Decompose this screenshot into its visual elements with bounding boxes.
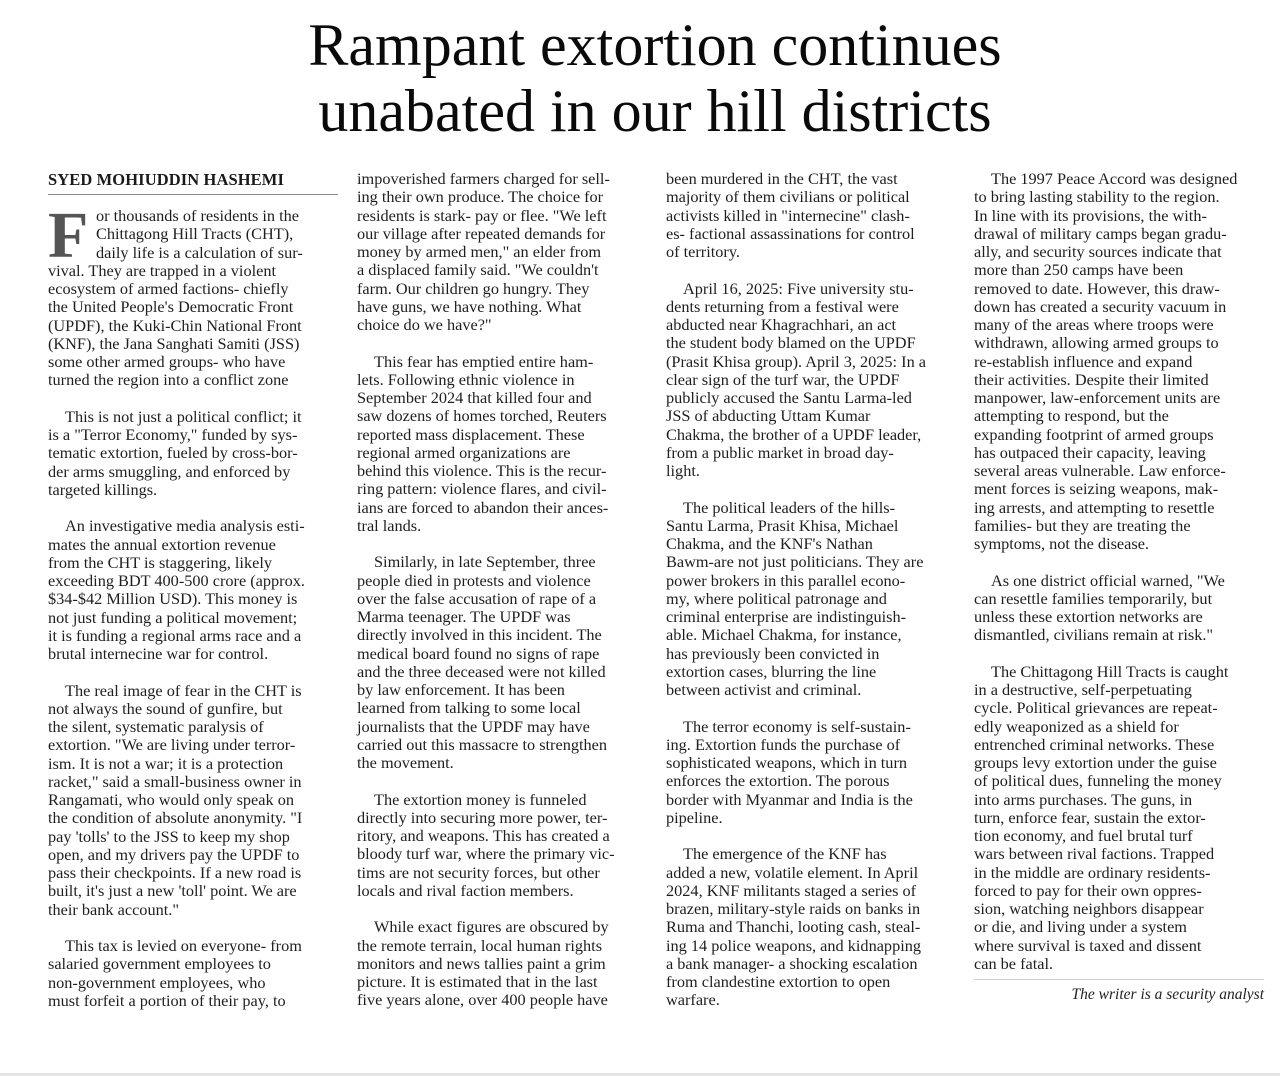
- paragraph: [48, 682, 340, 919]
- text-line: (KNF), the Jana Sanghati Samiti (JSS): [48, 333, 300, 353]
- text-line: ally, and security sources indicate that: [974, 242, 1222, 261]
- text-line: farm. Our children go hungry. They: [357, 278, 590, 298]
- text-line: residents is stark- pay or flee. "We left: [357, 205, 607, 225]
- text-line: bloody turf war, where the primary vic-: [357, 844, 615, 864]
- text-line: salaried government employees to: [48, 954, 271, 974]
- text-line: wars between rival factions. Trapped: [974, 844, 1215, 864]
- text-line: some other armed groups- who have: [48, 352, 286, 371]
- text-line: pay 'tolls' to the JSS to keep my shop: [48, 826, 290, 846]
- text-line: the remote terrain, local human rights: [357, 935, 603, 955]
- text-line: The extortion money is funneled: [374, 789, 587, 809]
- paragraph-intro: [48, 199, 340, 390]
- text-line: or die, and living under a system: [974, 917, 1187, 937]
- text-line: turned the region into a conflict zone: [48, 370, 289, 390]
- text-line: activists killed in "internecine" clash-: [666, 205, 910, 225]
- text-line: picture. It is estimated that in the last: [357, 972, 598, 991]
- paragraph: [974, 572, 1266, 645]
- text-line: border with Myanmar and India is the: [666, 789, 913, 809]
- text-line: Ruma and Thanchi, looting cash, steal-: [666, 917, 921, 937]
- text-line: ritory, and weapons. This has created a: [357, 826, 610, 845]
- text-line: reported mass displacement. These: [357, 424, 585, 444]
- text-line: April 16, 2025: Five university stu-: [683, 278, 914, 298]
- text-line: sophisticated weapons, which in turn: [666, 753, 908, 772]
- text-line: people died in protests and violence: [357, 570, 591, 590]
- text-line: impoverished farmers charged for sell-: [357, 169, 610, 188]
- text-line: from clandestine extortion to open: [666, 972, 891, 991]
- text-line: money by armed men," an elder from: [357, 242, 601, 261]
- text-line: Bawm-are not just politicians. They are: [666, 552, 924, 572]
- text-line: is a "Terror Economy," funded by sys-: [48, 425, 298, 444]
- text-line: Santu Larma, Prasit Khisa, Michael: [666, 515, 899, 535]
- text-line: drawal of military camps began gradu-: [974, 223, 1227, 243]
- text-line: Chakma, the brother of a UPDF leader,: [666, 424, 922, 444]
- text-line: have guns, we have nothing. What: [357, 296, 582, 316]
- text-line: ecosystem of armed factions- chiefly: [48, 279, 289, 298]
- text-line: able. Michael Chakma, for instance,: [666, 625, 902, 645]
- headline-line-2: unabated in our hill districts: [318, 78, 992, 144]
- text-line: regional armed organizations are: [357, 442, 571, 462]
- text-line: exceeding BDT 400-500 crore (approx.: [48, 571, 305, 590]
- text-line: enforces the extortion. The porous: [666, 771, 890, 791]
- text-line: In line with its provisions, the with-: [974, 205, 1207, 225]
- text-line: lets. Following ethnic violence in: [357, 369, 575, 389]
- paragraph: [357, 791, 649, 901]
- text-line: manpower, law-enforcement units are: [974, 388, 1221, 407]
- text-line: the movement.: [357, 753, 454, 772]
- text-line: ism. It is not a war; it is a protection: [48, 753, 284, 773]
- headline-line-1: Rampant extortion continues: [308, 12, 1002, 78]
- text-line: directly into securing more power, ter-: [357, 807, 608, 827]
- paragraph: [666, 845, 958, 1009]
- text-line: my, where political patronage and: [666, 588, 887, 608]
- text-line: unless these extortion networks are: [974, 607, 1203, 626]
- article-column-2: [357, 170, 649, 1028]
- text-line: abducted near Khagrachhari, an act: [666, 315, 897, 334]
- text-line: carried out this massacre to strengthen: [357, 734, 608, 754]
- text-line: pipeline.: [666, 807, 723, 827]
- text-line: ring pattern: violence flares, and civil-: [357, 479, 607, 499]
- text-line: targeted killings.: [48, 479, 158, 499]
- text-line: This fear has emptied entire ham-: [374, 351, 594, 371]
- text-line: medical board found no signs of rape: [357, 643, 600, 663]
- text-line: 2024, KNF militants staged a series of: [666, 880, 917, 900]
- text-line: built, it's just a new 'toll' point. We are: [48, 881, 297, 901]
- text-line: can be fatal.: [974, 953, 1054, 973]
- text-line: extortion cases, blurring the line: [666, 661, 877, 681]
- text-line: The real image of fear in the CHT is: [65, 680, 302, 700]
- text-line: our village after repeated demands for: [357, 223, 606, 243]
- text-line: in a destructive, self-perpetuating: [974, 680, 1192, 699]
- text-line: directly involved in this incident. The: [357, 625, 602, 645]
- text-line: The Chittagong Hill Tracts is caught: [991, 661, 1229, 681]
- text-line: dismantled, civilians remain at risk.": [974, 625, 1214, 645]
- text-line: mates the annual extortion revenue: [48, 534, 276, 554]
- text-line: Rangamati, who would only speak on: [48, 790, 294, 809]
- headline: [0, 12, 1280, 144]
- text-line: The political leaders of the hills-: [683, 497, 896, 517]
- text-line: their activities. Despite their limited: [974, 369, 1209, 389]
- text-line: As one district official warned, "We: [991, 570, 1225, 590]
- text-line: five years alone, over 400 people have: [357, 990, 608, 1010]
- text-line: not always the sound of gunfire, but: [48, 698, 283, 718]
- text-line: dents returning from a festival were: [666, 296, 899, 316]
- text-line: many of the areas where troops were: [974, 315, 1214, 334]
- paragraph: [48, 408, 340, 499]
- text-line: racket," said a small-business owner in: [48, 771, 302, 791]
- text-line: ians are forced to abandon their ances-: [357, 497, 609, 517]
- text-line: The 1997 Peace Accord was designed: [991, 169, 1238, 188]
- text-line: several areas vulnerable. Law enforce-: [974, 461, 1226, 480]
- text-line: from a public market in broad day-: [666, 442, 894, 462]
- text-line: entrenched criminal networks. These: [974, 734, 1215, 754]
- text-line: cycle. Political grievances are repeat-: [974, 698, 1218, 718]
- text-line: This is not just a political conflict; it: [65, 406, 302, 426]
- text-line: edly weaponized as a shield for: [974, 716, 1179, 736]
- text-line: added a new, volatile element. In April: [666, 862, 919, 882]
- text-line: re-establish influence and expand: [974, 351, 1193, 371]
- paragraph: [974, 170, 1266, 553]
- text-line: An investigative media analysis esti-: [65, 516, 305, 536]
- text-line: must forfeit a portion of their pay, to: [48, 990, 286, 1010]
- text-line: attempting to respond, but the: [974, 406, 1169, 426]
- text-line: expanding footprint of armed groups: [974, 424, 1214, 444]
- text-line: While exact figures are obscured by: [374, 917, 609, 937]
- text-line: light.: [666, 461, 700, 480]
- text-line: or thousands of residents in the: [96, 206, 300, 225]
- text-line: more than 250 camps have been: [974, 260, 1184, 280]
- text-line: learned from talking to some local: [357, 698, 581, 718]
- text-line: by law enforcement. It has been: [357, 680, 565, 699]
- text-line: ing. Extortion funds the purchase of: [666, 734, 901, 754]
- text-line: power brokers in this parallel econo-: [666, 570, 906, 590]
- text-line: (Prasit Khisa group). April 3, 2025: In a: [666, 351, 927, 371]
- text-line: majority of them civilians or political: [666, 187, 910, 207]
- text-line: der arms smuggling, and enforced by: [48, 461, 291, 481]
- text-line: in the middle are ordinary residents-: [974, 862, 1211, 882]
- text-line: es- factional assassinations for control: [666, 223, 915, 243]
- text-line: to bring lasting stability to the region.: [974, 187, 1220, 207]
- text-line: extortion. "We are living under terror-: [48, 735, 296, 755]
- text-line: has outpaced their capacity, leaving: [974, 442, 1206, 462]
- credit-divider: [974, 979, 1264, 980]
- text-line: tematic extortion, fueled by cross-bor-: [48, 443, 298, 463]
- paragraph: [666, 280, 958, 481]
- text-line: been murdered in the CHT, the vast: [666, 169, 898, 188]
- text-line: (UPDF), the Kuki-Chin National Front: [48, 315, 302, 335]
- text-line: families- but they are treating the: [974, 515, 1191, 535]
- text-line: it is funding a regional arms race and a: [48, 625, 302, 645]
- text-line: saw dozens of homes torched, Reuters: [357, 406, 607, 426]
- text-line: the student body blamed on the UPDF: [666, 333, 916, 353]
- text-line: Marma teenager. The UPDF was: [357, 607, 571, 626]
- text-line: tion economy, and fuel brutal turf: [974, 826, 1193, 845]
- text-line: between activist and criminal.: [666, 680, 862, 699]
- text-line: into arms purchases. The guns, in: [974, 789, 1193, 809]
- text-line: vival. They are trapped in a violent: [48, 260, 277, 280]
- text-line: brutal internecine war for control.: [48, 644, 269, 663]
- text-line: locals and rival faction members.: [357, 880, 574, 900]
- writer-credit: The writer is a security analyst: [1071, 986, 1264, 1003]
- text-line: The terror economy is self-sustain-: [683, 716, 911, 736]
- byline: SYED MOHIUDDIN HASHEMI: [48, 170, 338, 195]
- text-line: ing their own produce. The choice for: [357, 187, 604, 207]
- text-line: down has created a security vacuum in: [974, 296, 1227, 316]
- text-line: journalists that the UPDF may have: [357, 716, 590, 736]
- text-line: criminal enterprise are indistinguish-: [666, 607, 907, 626]
- text-line: sion, watching neighbors disappear: [974, 899, 1204, 918]
- text-line: behind this violence. This is the recur-: [357, 461, 607, 480]
- text-line: brazen, military-style raids on banks in: [666, 899, 921, 918]
- paragraph: [357, 353, 649, 536]
- paragraph: [666, 499, 958, 700]
- article-column-4: [974, 170, 1266, 1004]
- paragraph: [357, 553, 649, 772]
- paragraph: [357, 918, 649, 1009]
- article-column-3: [666, 170, 958, 1028]
- text-line: removed to date. However, this draw-: [974, 278, 1220, 298]
- text-line: JSS of abducting Uttam Kumar: [666, 406, 871, 426]
- text-line: not just funding a political movement;: [48, 607, 298, 627]
- text-line: The emergence of the KNF has: [683, 844, 887, 864]
- text-line: $34-$42 Million USD). This money is: [48, 589, 298, 609]
- text-line: daily life is a calculation of sur-: [96, 242, 303, 262]
- text-line: from the CHT is staggering, likely: [48, 552, 272, 572]
- text-line: can resettle families temporarily, but: [974, 588, 1213, 608]
- text-line: withdrawn, allowing armed groups to: [974, 333, 1219, 353]
- article-column-1: [48, 170, 340, 1028]
- text-line: ment forces is seizing weapons, mak-: [974, 479, 1219, 499]
- text-line: forced to pay for their own oppres-: [974, 880, 1202, 900]
- text-line: a displaced family said. "We couldn't: [357, 260, 599, 280]
- text-line: choice do we have?": [357, 315, 492, 334]
- drop-cap: F: [48, 199, 89, 272]
- text-line: Chittagong Hill Tracts (CHT),: [96, 224, 294, 244]
- text-line: of territory.: [666, 242, 740, 261]
- text-line: where survival is taxed and dissent: [974, 935, 1202, 955]
- text-line: symptoms, not the disease.: [974, 534, 1150, 553]
- text-line: monitors and news tallies paint a grim: [357, 953, 606, 973]
- paragraph: [48, 517, 340, 663]
- text-line: publicly accused the Santu Larma-led: [666, 388, 912, 407]
- text-line: turn, enforce fear, sustain the extor-: [974, 807, 1206, 827]
- text-line: their bank account.": [48, 899, 179, 919]
- text-line: warfare.: [666, 990, 720, 1010]
- text-line: groups levy extortion under the guise: [974, 753, 1217, 772]
- text-line: ing arrests, and attempting to resettle: [974, 497, 1215, 517]
- text-line: of political dues, funneling the money: [974, 771, 1222, 791]
- text-line: and the three deceased were not killed: [357, 661, 606, 681]
- text-line: This tax is levied on everyone- from: [65, 936, 302, 955]
- paragraph: [666, 718, 958, 828]
- text-line: Chakma, and the KNF's Nathan: [666, 534, 873, 553]
- text-line: non-government employees, who: [48, 972, 266, 992]
- text-line: September 2024 that killed four and: [357, 388, 592, 407]
- paragraph-conclusion: [974, 663, 1266, 973]
- paragraph: [48, 937, 340, 1010]
- text-line: open, and my drivers pay the UPDF to: [48, 844, 300, 864]
- text-line: ing 14 police weapons, and kidnapping: [666, 935, 922, 955]
- text-line: the United People's Democratic Front: [48, 297, 294, 317]
- text-line: clear sign of the turf war, the UPDF: [666, 369, 900, 389]
- text-line: Similarly, in late September, three: [374, 552, 596, 572]
- paragraph-continued: [666, 170, 958, 261]
- text-line: the condition of absolute anonymity. "I: [48, 808, 303, 828]
- text-line: a bank manager- a shocking escalation: [666, 953, 918, 973]
- text-line: over the false accusation of rape of a: [357, 588, 597, 608]
- text-line: pass their checkpoints. If a new road is: [48, 863, 302, 882]
- text-line: tims are not security forces, but other: [357, 862, 600, 882]
- paragraph-continued: [357, 170, 649, 334]
- text-line: the silent, systematic paralysis of: [48, 717, 264, 736]
- text-line: has previously been convicted in: [666, 643, 880, 663]
- text-line: tral lands.: [357, 515, 422, 535]
